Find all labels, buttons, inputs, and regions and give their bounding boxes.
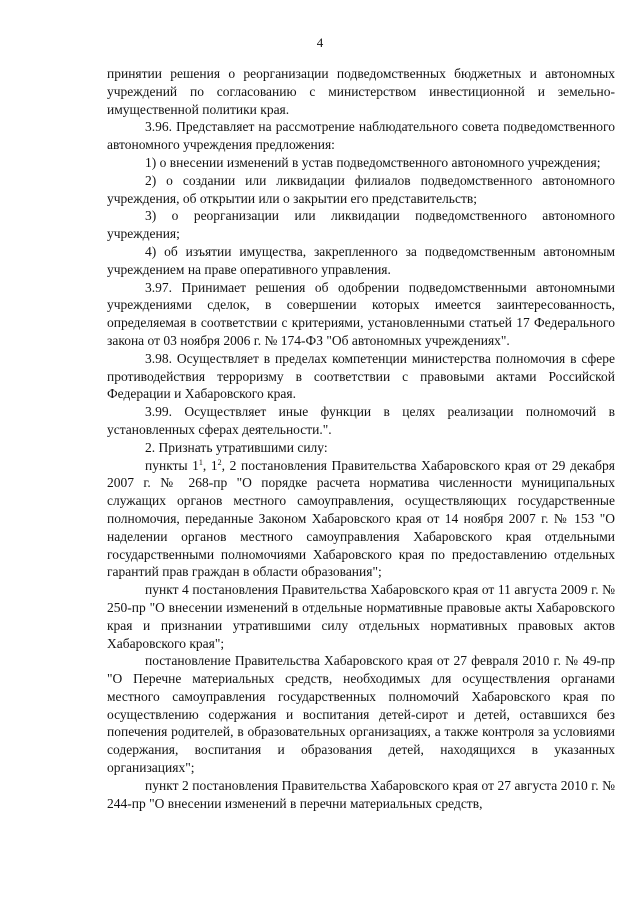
superscript-2: 2 (217, 457, 222, 467)
paragraph-3-97: 3.97. Принимает решения об одобрении подведомственными автономными учреждениями сделок, в совершении которых имеется заинтересованность, определяемая в соответствии с критериями, установленными статьей 17 Федерального закона от 03 ноября 2006 г. № 174-ФЗ "Об автономных учреждениях". (107, 279, 615, 348)
document-body (107, 65, 615, 812)
points-rest: , 2 постановления Правительства Хабаровского края от 29 декабря 2007 г. № 268-пр "О порядке расчета норматива численности муниципальных служащих органов местного самоуправления, осуществляющих государственные полномочия, переданные Законом Хабаровского края от 14 ноября 2007 г. № 153 "О наделении органов местного самоуправления Хабаровского края отдельными государственными полномочиями Хабаровского края по предоставлению отдельных гарантий прав граждан в области образования"; (107, 457, 615, 580)
points-separator: , 1 (202, 457, 218, 473)
page-number: 4 (316, 35, 324, 50)
paragraph-3-98: 3.98. Осуществляет в пределах компетенции министерства полномочия в сфере противодействия терроризму в соответствии с правовыми актами Российской Федерации и Хабаровского края. (107, 350, 615, 402)
paragraph-decree-2010-49: постановление Правительства Хабаровского края от 27 февраля 2010 г. № 49-пр "О Перечне материальных средств, необходимых для осуществления органами местного самоуправления государственных полномочий Хабаровского края по осуществлению содержания и воспитания детей-сирот и детей, оставшихся без попечения родителей, в образовательных организациях, а также контроля за условиями содержания, воспитания и образования детей, находящихся в указанных организациях"; (107, 653, 615, 776)
paragraph-3-99: 3.99. Осуществляет иные функции в целях реализации полномочий в установленных сферах деятельности.". (107, 404, 615, 437)
paragraph-item-4: 4) об изъятии имущества, закрепленного за подведомственным автономным учреждением на праве оперативного управления. (107, 243, 615, 277)
superscript-1: 1 (198, 457, 203, 467)
paragraph-3-96: 3.96. Представляет на рассмотрение наблюдательного совета подведомственного автономного учреждения предложения: (107, 119, 615, 153)
paragraph-point-4-2009: пункт 4 постановления Правительства Хабаровского края от 11 августа 2009 г. № 250-пр "О внесении изменений в отдельные нормативные правовые акты Хабаровского края и признании утратившими силу отдельных нормативных правовых актов Хабаровского края"; (107, 582, 615, 651)
paragraph-section-2: 2. Признать утратившими силу: (145, 439, 328, 455)
paragraph-item-1: 1) о внесении изменений в устав подведомственного автономного учреждения; (145, 154, 601, 170)
points-lead: пункты 1 (145, 457, 199, 473)
paragraph-item-3: 3) о реорганизации или ликвидации подведомственного автономного учреждения; (107, 208, 615, 242)
paragraph-item-2: 2) о создании или ликвидации филиалов подведомственного автономного учреждения, об открытии или о закрытии его представительств; (107, 172, 615, 206)
paragraph-point-2-2010: пункт 2 постановления Правительства Хабаровского края от 27 августа 2010 г. № 244-пр "О внесении изменений в перечни материальных средств, (107, 777, 615, 811)
paragraph-points-1-1-2 (107, 457, 615, 582)
paragraph-continuation: принятии решения о реорганизации подведомственных бюджетных и автономных учреждений по согласованию с министерством инвестиционной и земельно-имущественной политики края. (107, 66, 615, 117)
